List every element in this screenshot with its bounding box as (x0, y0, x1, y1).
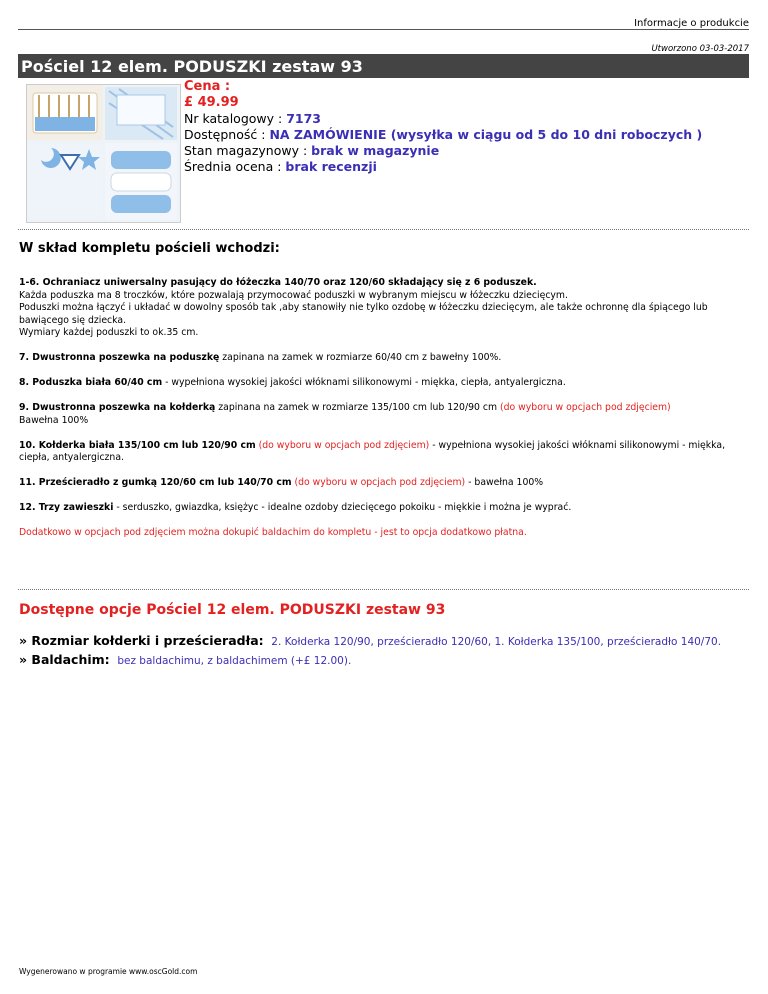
item-title: 11. Prześcieradło z gumką 120/60 cm lub 140/70 cm (19, 477, 292, 488)
list-item (19, 440, 739, 465)
option-label: » Rozmiar kołderki i prześcieradła: (19, 633, 264, 648)
page-header-label: Informacje o produkcie (634, 18, 749, 29)
item-text: Bawełna 100% (19, 414, 89, 426)
price-value: £ 49.99 (184, 95, 239, 110)
extra-note: Dodatkowo w opcjach pod zdjęciem można dokupić baldachim do kompletu - jest to opcja dodatkowo płatna. (19, 527, 527, 538)
availability-value: NA ZAMÓWIENIE (wysyłka w ciągu od 5 do 10 dni roboczych ) (269, 127, 703, 142)
options-list (19, 632, 721, 670)
section-divider (18, 589, 749, 590)
option-value: 2. Kołderka 120/90, prześcieradło 120/60, 1. Kołderka 135/100, prześcieradło 140/70. (271, 636, 722, 648)
list-item (19, 277, 739, 340)
list-item (19, 377, 739, 390)
stock-value: brak w magazynie (311, 143, 440, 158)
header-divider (18, 29, 749, 30)
option-label: » Baldachim: (19, 652, 110, 667)
availability-label: Dostępność : (184, 127, 270, 142)
item-text: - bawełna 100% (465, 477, 544, 488)
item-text: - serduszko, gwiazdka, księżyc - idealne ozdoby dziecięcego pokoiku - miękkie i można je wyprać. (113, 502, 572, 513)
option-canopy (19, 651, 721, 670)
rating-label: Średnia ocena : (184, 159, 286, 174)
item-text: Wymiary każdej poduszki to ok.35 cm. (19, 327, 199, 338)
description-body (19, 277, 739, 552)
list-item (19, 402, 739, 427)
item-title: 12. Trzy zawieszki (19, 502, 114, 513)
created-date: Utworzono 03-03-2017 (651, 44, 749, 54)
section-divider (18, 229, 749, 230)
item-note: (do wyboru w opcjach pod zdjęciem) (255, 439, 430, 451)
product-image (26, 84, 181, 223)
item-note: (do wyboru w opcjach pod zdjęciem) (500, 402, 671, 413)
option-size (19, 632, 721, 651)
item-title: 9. Dwustronna poszewka na kołderką (19, 402, 216, 413)
product-title: Pościel 12 elem. PODUSZKI zestaw 93 (18, 54, 749, 78)
rating-value: brak recenzji (285, 159, 377, 174)
item-text: - wypełniona wysokiej jakości włóknami silikonowymi - miękka, ciepła, antyalergiczna. (162, 377, 566, 388)
options-heading: Dostępne opcje Pościel 12 elem. PODUSZKI zestaw 93 (19, 602, 446, 618)
option-value: bez baldachimu, z baldachimem (+£ 12.00). (117, 655, 352, 667)
item-title: 8. Poduszka biała 60/40 cm (19, 377, 163, 388)
bedding-illustration (27, 85, 180, 222)
item-note: (do wyboru w opcjach pod zdjęciem) (291, 477, 466, 488)
footer-text: Wygenerowano w programie www.oscGold.com (19, 967, 198, 976)
item-text: zapinana na zamek w rozmiarze 60/40 cm z bawełny 100%. (219, 352, 502, 363)
item-title: 7. Dwustronna poszewka na poduszkę (19, 352, 220, 363)
catalog-label: Nr katalogowy : (184, 111, 287, 126)
list-item (19, 502, 739, 515)
item-text: zapinana na zamek w rozmiarze 135/100 cm lub 120/90 cm (215, 402, 501, 413)
item-text: Każda poduszka ma 8 troczków, które pozwalają przymocować poduszki w wybranym miejscu w łóżeczku dziecięcym. (19, 289, 568, 301)
rating-row (184, 159, 702, 175)
item-title: 1-6. Ochraniacz uniwersalny pasujący do łóżeczka 140/70 oraz 120/60 składający się z 6 poduszek. (19, 277, 537, 288)
product-info (184, 79, 702, 175)
catalog-value: 7173 (286, 111, 321, 126)
catalog-row (184, 111, 702, 127)
item-title: 10. Kołderka biała 135/100 cm lub 120/90 cm (19, 439, 256, 451)
list-item (19, 477, 739, 490)
stock-label: Stan magazynowy : (184, 143, 312, 158)
item-text: Poduszki można łączyć i układać w dowolny sposób tak ,aby stanowiły nie tylko ozdobę w łóżeczku dziecięcym, ale także ochronnę dla śpiącego lub bawiącego się dziecka. (19, 302, 708, 326)
description-heading: W skład kompletu pościeli wchodzi: (19, 241, 280, 256)
item-text: - wypełniona wysokiej jakości włóknami silikonowymi - miękka, ciepła, antyalergiczna. (19, 439, 726, 463)
availability-row (184, 127, 702, 143)
price-label: Cena : (184, 79, 231, 94)
list-item (19, 352, 739, 365)
stock-row (184, 143, 702, 159)
